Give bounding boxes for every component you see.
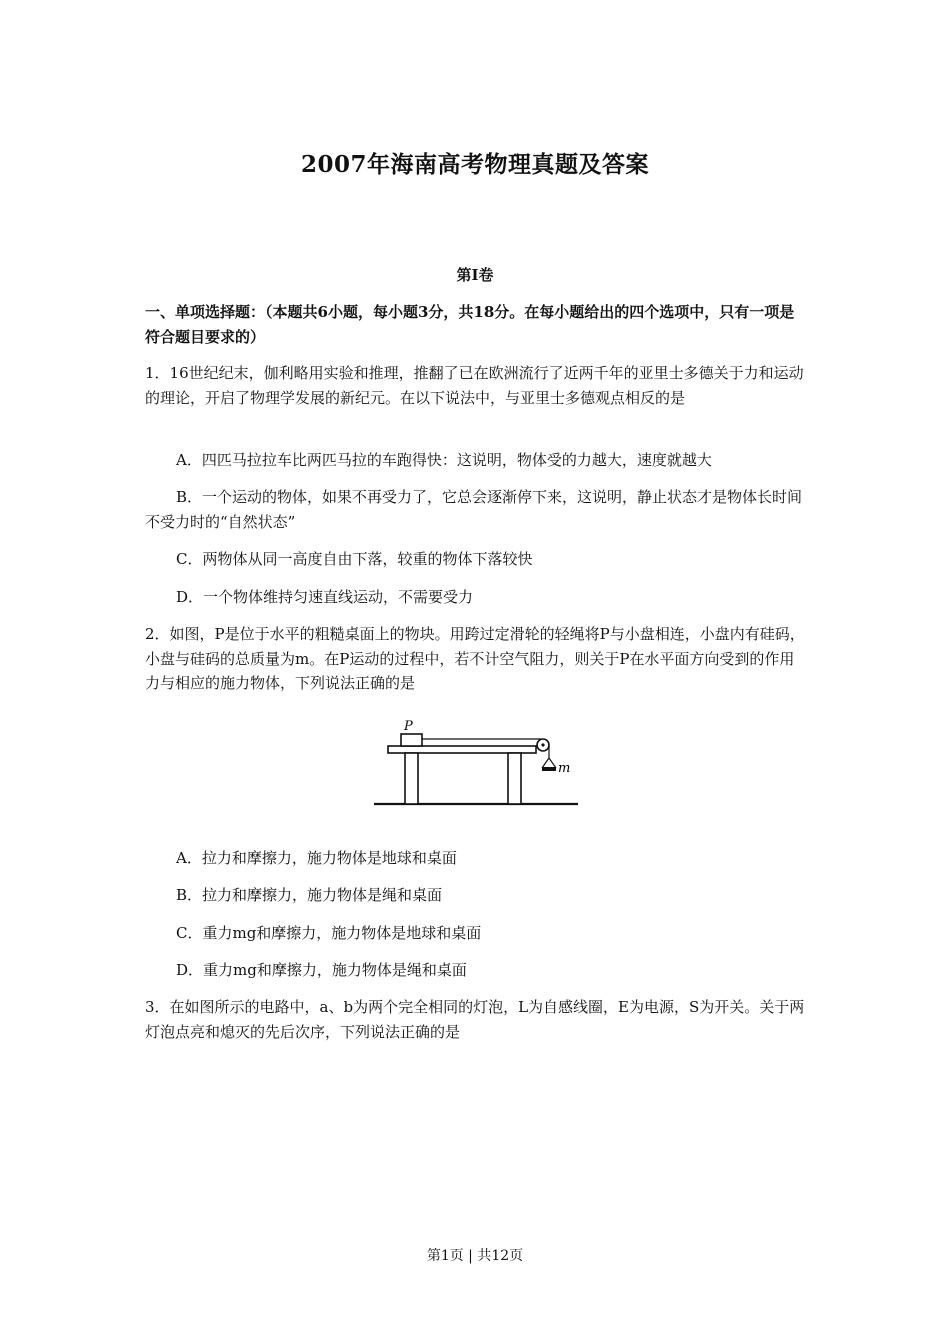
question-1-option-a: A．四匹马拉拉车比两匹马拉的车跑得快：这说明，物体受的力越大，速度就越大 [176,451,712,469]
question-2-stem: 2．如图，P是位于水平的粗糙桌面上的物块。用跨过定滑轮的轻绳将P与小盘相连，小盘内有硅码，小盘与硅码的总质量为m。在P运动的过程中，若不计空气阻力，则关于P在水平面方向受到的作用力与相应的施力物体，下列说法正确的是 [145,625,805,692]
section-heading: 一、单项选择题：（本题共6小题，每小题3分，共18分。在每小题给出的四个选项中，只有一项是符合题目要求的） [145,303,795,346]
volume-heading: 第Ⅰ卷 [456,266,494,284]
document-title: 2007年海南高考物理真题及答案 [300,151,649,178]
label-p: P [404,719,413,734]
question-2-option-c: C．重力mg和摩擦力，施力物体是地球和桌面 [176,924,482,942]
page-footer: 第1页 | 共12页 [426,1248,524,1264]
question-3-stem: 3．在如图所示的电路中，a、b为两个完全相同的灯泡，L为自感线圈，E为电源，S为开关。关于两灯泡点亮和熄灭的先后次序，下列说法正确的是 [145,998,805,1041]
label-m: m [558,761,571,776]
question-1-option-d: D．一个物体维持匀速直线运动，不需要受力 [176,588,474,606]
question-1-stem: 1．16世纪纪末，伽利略用实验和推理，推翻了已在欧洲流行了近两千年的亚里士多德关于力和运动的理论，开启了物理学发展的新纪元。在以下说法中，与亚里士多德观点相反的是 [145,364,804,407]
question-2-option-b: B．拉力和摩擦力，施力物体是绳和桌面 [176,886,443,904]
question-2-option-a: A．拉力和摩擦力，施力物体是地球和桌面 [176,849,457,867]
question-2-option-d: D．重力mg和摩擦力，施力物体是绳和桌面 [176,961,467,979]
question-1-option-c: C．两物体从同一高度自由下落，较重的物体下落较快 [176,550,533,568]
question-1-option-b: B．一个运动的物体，如果不再受力了，它总会逐渐停下来，这说明，静止状态才是物体长时间不受力时的“自然状态” [145,488,803,531]
table-pulley-figure [370,714,582,810]
